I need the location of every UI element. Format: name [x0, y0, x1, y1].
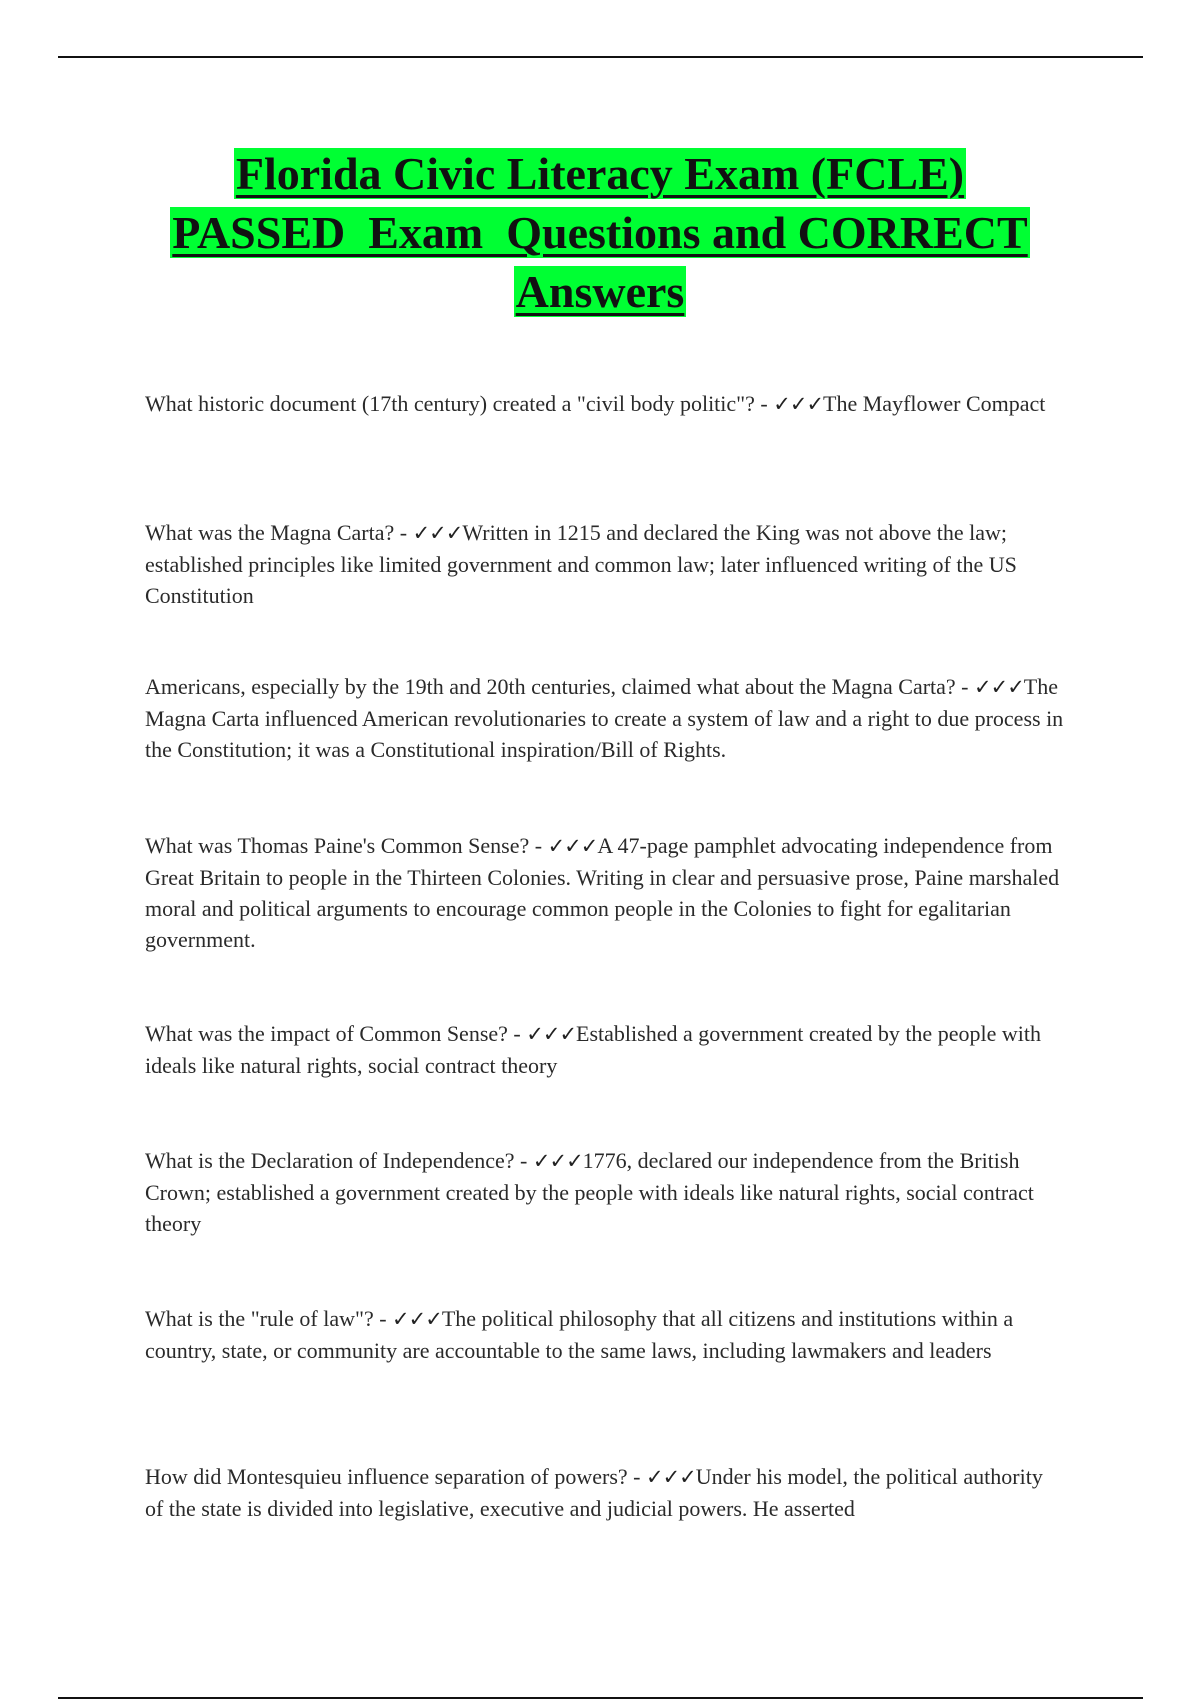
checkmarks-icon: ✓✓✓	[547, 834, 598, 858]
answer-text: Under his model, the political authority of the state is divided into legislative, executive and judicial powers. He asserted	[145, 1464, 1043, 1521]
title-line-2: PASSED Exam Questions and CORRECT	[172, 207, 1028, 258]
question-text: What is the "rule of law"? -	[145, 1306, 393, 1331]
checkmarks-icon: ✓✓✓	[532, 1149, 583, 1173]
checkmarks-icon: ✓✓✓	[412, 521, 463, 545]
answer-text: The political philosophy that all citizens and institutions within a country, state, or community are accountable to the same laws, including lawmakers and leaders	[145, 1306, 1014, 1363]
qa-item	[145, 671, 1065, 765]
qa-item	[145, 1303, 1065, 1366]
answer-text: Established a government created by the people with ideals like natural rights, social contract theory	[145, 1021, 1041, 1078]
qa-item	[145, 388, 1065, 420]
qa-item	[145, 1461, 1065, 1524]
footer-rule	[58, 1697, 1143, 1699]
answer-text: A 47-page pamphlet advocating independence from Great Britain to people in the Thirteen Colonies. Writing in clear and persuasive prose, Paine marshaled moral and political arguments to encourage common people in the Colonies to fight for egalitarian government.	[145, 833, 1060, 952]
answer-text: The Mayflower Compact	[823, 391, 1046, 416]
title-line-3: Answers	[515, 266, 685, 317]
checkmarks-icon: ✓✓✓	[392, 1307, 442, 1331]
answer-text: 1776, declared our independence from the British Crown; established a government created by the people with ideals like natural rights, social contract theory	[145, 1148, 1034, 1236]
qa-item	[145, 1018, 1065, 1081]
question-text: What was Thomas Paine's Common Sense? -	[145, 833, 548, 858]
qa-item	[145, 517, 1065, 611]
title-line-1: Florida Civic Literacy Exam (FCLE)	[235, 148, 965, 199]
checkmarks-icon: ✓✓✓	[974, 675, 1024, 699]
question-text: What is the Declaration of Independence? -	[145, 1148, 533, 1173]
qa-item	[145, 1145, 1065, 1239]
checkmarks-icon: ✓✓✓	[645, 1465, 696, 1489]
checkmarks-icon: ✓✓✓	[526, 1022, 577, 1046]
document-title	[60, 144, 1140, 321]
checkmarks-icon: ✓✓✓	[773, 392, 824, 416]
question-text: Americans, especially by the 19th and 20th centuries, claimed what about the Magna Carta? -	[145, 674, 974, 699]
question-text: What was the impact of Common Sense? -	[145, 1021, 527, 1046]
qa-item	[145, 830, 1065, 955]
answer-text: The Magna Carta influenced American revolutionaries to create a system of law and a right to due process in the Constitution; it was a Constitutional inspiration/Bill of Rights.	[145, 674, 1064, 762]
header-rule	[58, 56, 1143, 58]
answer-text: Written in 1215 and declared the King was not above the law; established principles like limited government and common law; later influenced writing of the US Constitution	[145, 520, 1017, 608]
question-text: What was the Magna Carta? -	[145, 520, 413, 545]
question-text: What historic document (17th century) created a "civil body politic"? -	[145, 391, 774, 416]
question-text: How did Montesquieu influence separation of powers? -	[145, 1464, 646, 1489]
